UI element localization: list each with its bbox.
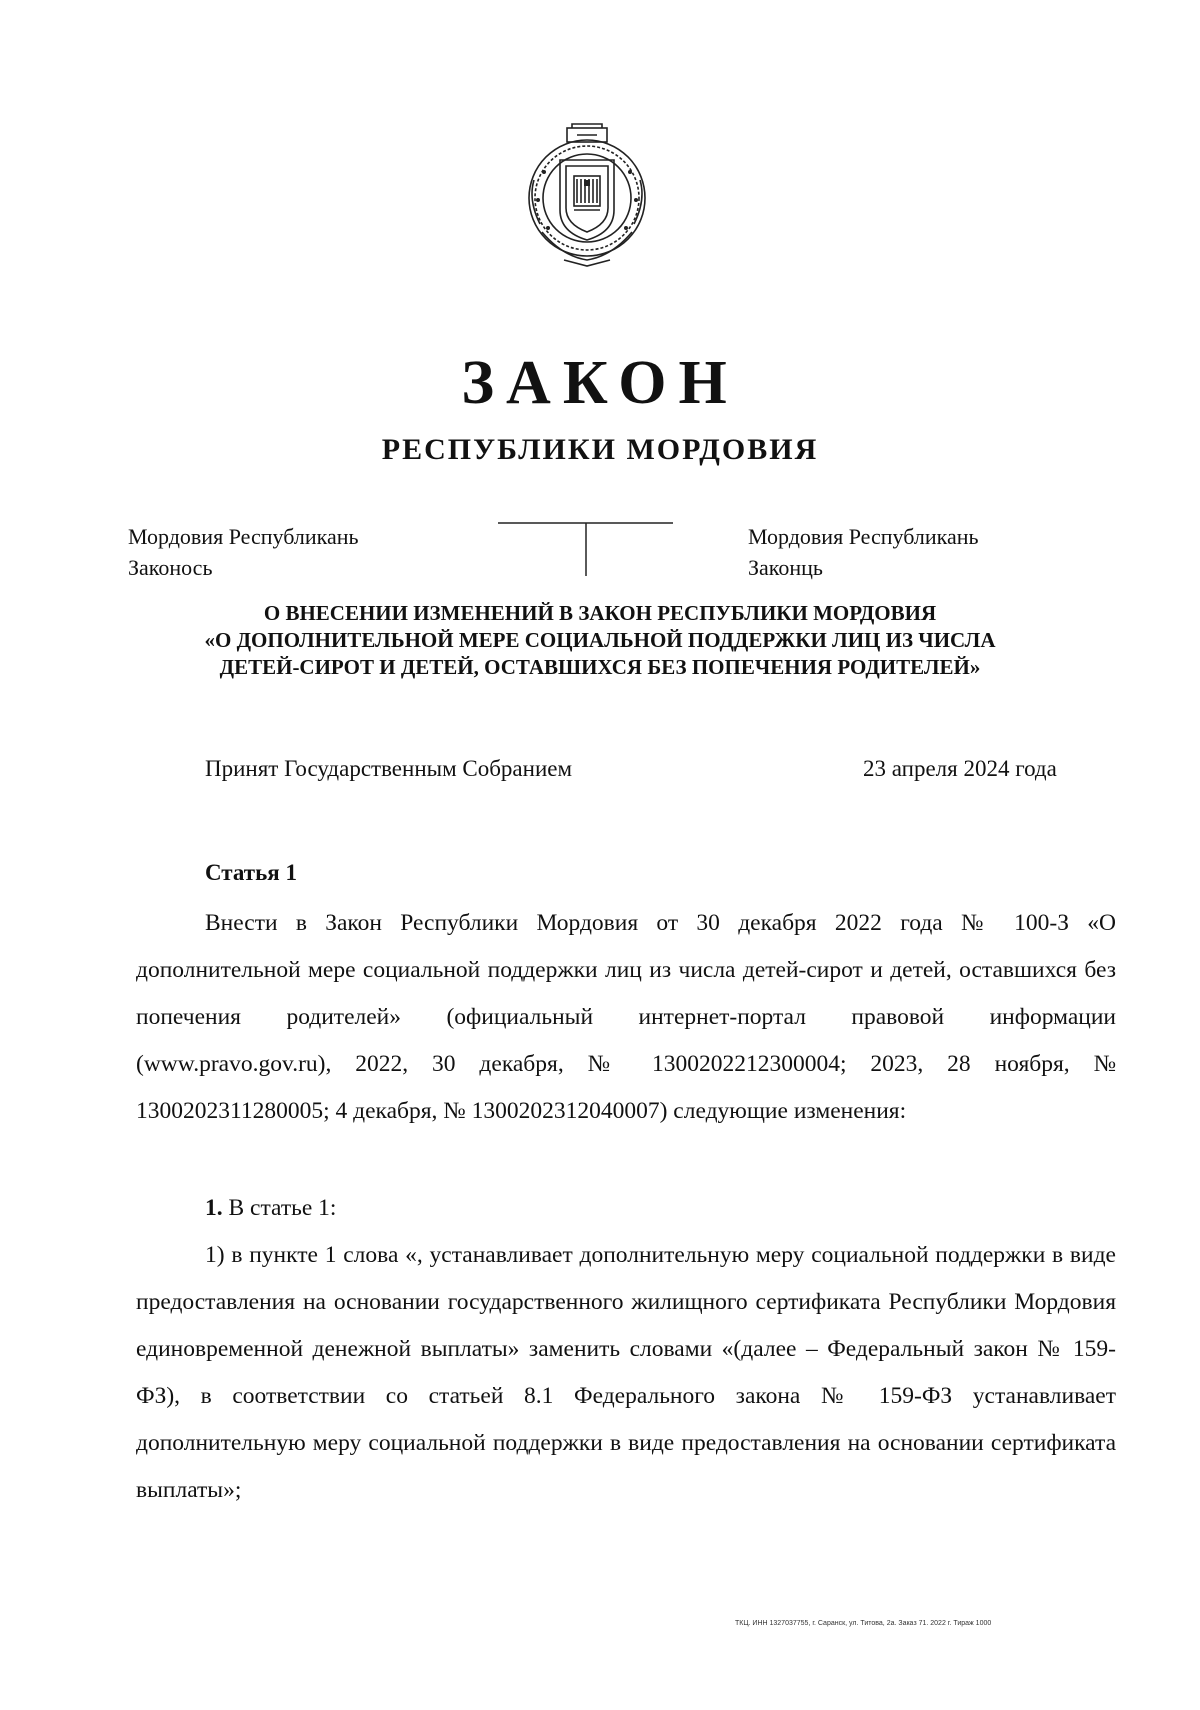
article-paragraph: Внести в Закон Республики Мордовия от 30 декабря 2022 года № 100-З «О дополнительной мере социальной поддержки лиц из числа детей-сирот и детей, оставшихся без попечения родителей» (официальный интернет-портал правовой информации (www.pravo.gov.ru), 2022, 30 декабря, № 1300202212300004; 2023, 28 ноября, № 1300202311280005; 4 декабря, № 1300202312040007) следующие изменения: — [136, 910, 1116, 1124]
law-heading-line3: ДЕТЕЙ-СИРОТ И ДЕТЕЙ, ОСТАВШИХСЯ БЕЗ ПОПЕЧЕНИЯ РОДИТЕЛЕЙ» — [219, 655, 981, 679]
moksha-title-left — [128, 521, 359, 583]
moksha-right-line1: Мордовия Республикань — [748, 524, 979, 549]
amendment-item-text: В статье 1: — [222, 1195, 337, 1221]
amendment-item-number: 1. — [205, 1195, 223, 1221]
law-heading-line2: «О ДОПОЛНИТЕЛЬНОЙ МЕРЕ СОЦИАЛЬНОЙ ПОДДЕРЖКИ ЛИЦ ИЗ ЧИСЛА — [204, 628, 996, 652]
law-heading-line1: О ВНЕСЕНИИ ИЗМЕНЕНИЙ В ЗАКОН РЕСПУБЛИКИ МОРДОВИЯ — [263, 601, 937, 625]
amendment-subitem: 1) в пункте 1 слова «, устанавливает дополнительную меру социальной поддержки в виде предоставления на основании государственного жилищного сертификата Республики Мордовия единовременной денежной выплаты» заменить словами «(далее – Федеральный закон № 159-ФЗ), в соответствии со статьей 8.1 Федерального закона № 159-ФЗ устанавливает дополнительную меру социальной поддержки в виде предоставления на основании сертификата выплаты»; — [136, 1242, 1116, 1503]
print-imprint: ТКЦ. ИНН 1327037755, г. Саранск, ул. Титова, 2а. Закaз 71. 2022 г. Тираж 1000 — [735, 1620, 992, 1627]
article-title: Статья 1 — [205, 860, 297, 885]
moksha-left-line2: Законось — [128, 555, 213, 580]
header-divider — [498, 522, 673, 576]
moksha-left-line1: Мордовия Республикань — [128, 524, 359, 549]
adoption-label: Принят Государственным Собранием — [205, 756, 573, 781]
document-title: ЗАКОН — [461, 349, 739, 417]
law-heading — [0, 600, 1200, 681]
amendment-item — [205, 1185, 1116, 1232]
document-subtitle: РЕСПУБЛИКИ МОРДОВИЯ — [381, 433, 819, 466]
adoption-date: 23 апреля 2024 года — [863, 756, 1057, 781]
moksha-right-line2: Законць — [748, 555, 823, 580]
moksha-title-right — [748, 521, 979, 583]
coat-of-arms-icon — [514, 120, 660, 270]
